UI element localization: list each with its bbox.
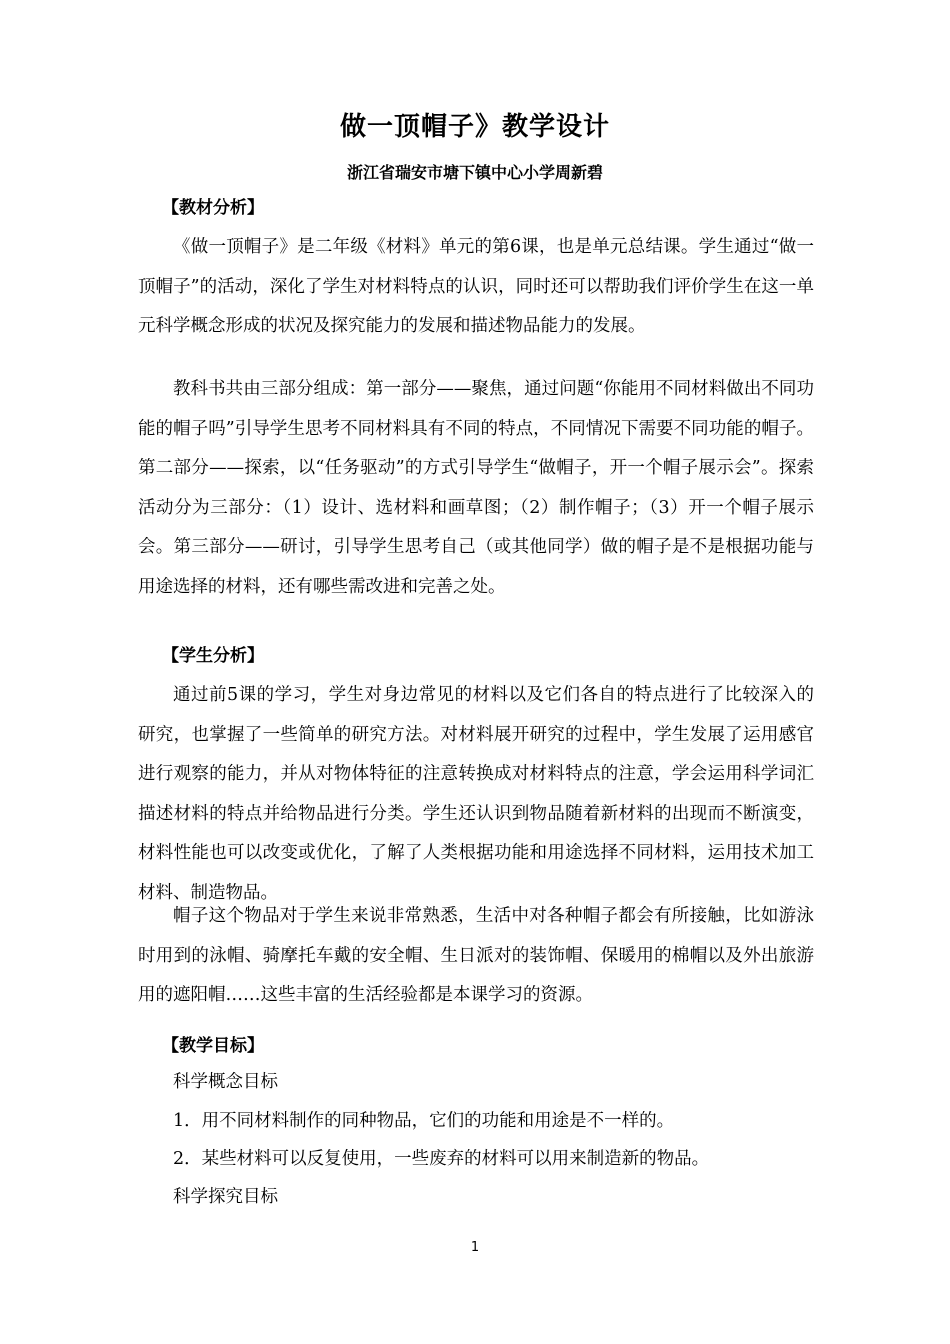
page-number: 1 — [470, 1240, 480, 1255]
document-title: 做一顶帽子》教学设计 — [339, 112, 610, 142]
author-line: 浙江省瑞安市塘下镇中心小学周新碧 — [346, 163, 603, 182]
section-heading-student-analysis: 【学生分析】 — [162, 646, 264, 666]
section-heading-teaching-goals: 【教学目标】 — [162, 1036, 264, 1056]
goal-line-inquiry-title: 科学探究目标 — [173, 1187, 278, 1207]
paragraph-student-analysis-2: 帽子这个物品对于学生来说非常熟悉，生活中对各种帽子都会有所接触，比如游泳时用到的泳帽、骑摩托车戴的安全帽、生日派对的装饰帽、保暖用的棉帽以及外出旅游用的遮阳帽……这些丰富的生活经验都是本课学习的资源。 — [138, 906, 814, 1005]
goal-line-concept-title: 科学概念目标 — [173, 1072, 278, 1092]
paragraph-student-analysis-1: 通过前5课的学习，学生对身边常见的材料以及它们各自的特点进行了比较深入的研究，也掌握了一些简单的研究方法。对材料展开研究的过程中，学生发展了运用感官进行观察的能力，并从对物体特征的注意转换成对材料特点的注意，学会运用科学词汇描述材料的特点并给物品进行分类。学生还认识到物品随着新材料的出现而不断演变，材料性能也可以改变或优化，了解了人类根据功能和用途选择不同材料，运用技术加工材料、制造物品。 — [138, 685, 814, 903]
paragraph-textbook-analysis-2: 教科书共由三部分组成：第一部分——聚焦，通过问题“你能用不同材料做出不同功能的帽子吗”引导学生思考不同材料具有不同的特点，不同情况下需要不同功能的帽子。第二部分——探索，以“任务驱动”的方式引导学生“做帽子，开一个帽子展示会”。探索活动分为三部分：（1）设计、选材料和画草图；（2）制作帽子；（3）开一个帽子展示会。第三部分——研讨，引导学生思考自己（或其他同学）做的帽子是不是根据功能与用途选择的材料，还有哪些需改进和完善之处。 — [138, 379, 814, 597]
goal-line-concept-2: 2．某些材料可以反复使用，一些废弃的材料可以用来制造新的物品。 — [173, 1149, 710, 1169]
goal-line-concept-1: 1．用不同材料制作的同种物品，它们的功能和用途是不一样的。 — [173, 1111, 675, 1131]
paragraph-textbook-analysis-1: 《做一顶帽子》是二年级《材料》单元的第6课，也是单元总结课。学生通过“做一顶帽子”的活动，深化了学生对材料特点的认识，同时还可以帮助我们评价学生在这一单元科学概念形成的状况及探究能力的发展和描述物品能力的发展。 — [138, 237, 814, 336]
section-heading-textbook-analysis: 【教材分析】 — [162, 198, 264, 218]
